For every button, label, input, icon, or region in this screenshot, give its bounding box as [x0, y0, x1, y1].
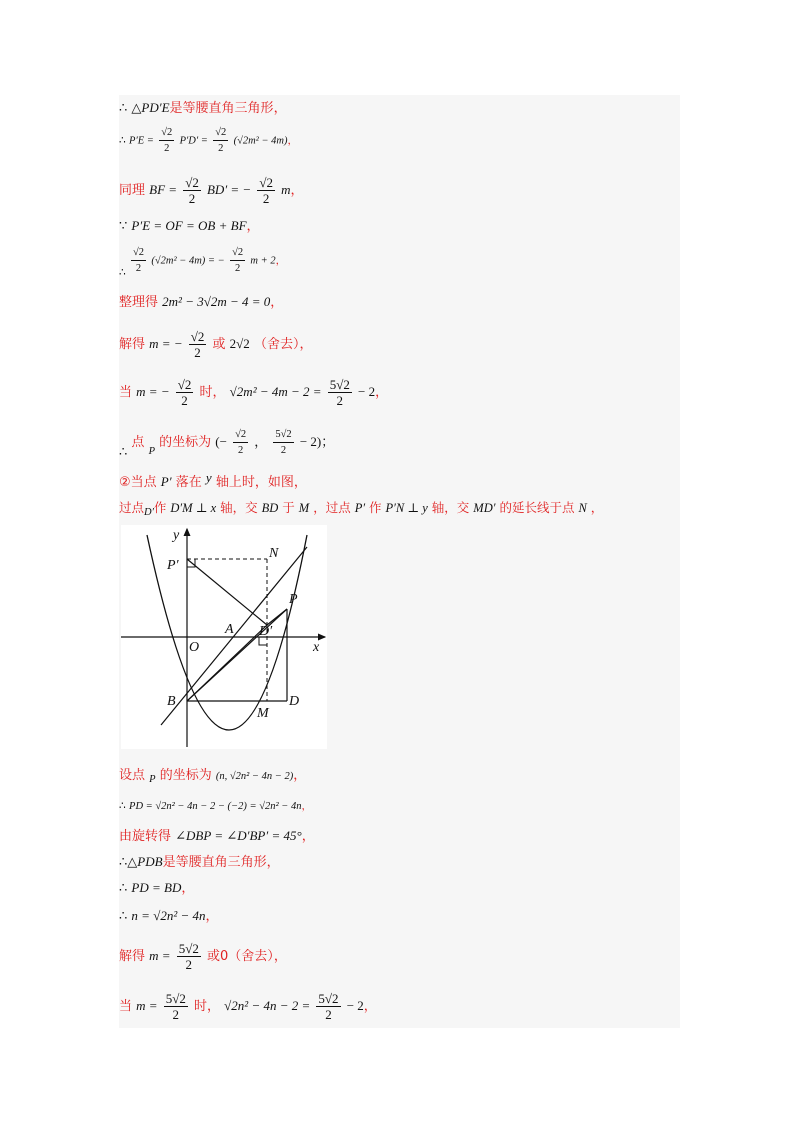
line-4: ∵ P′E = OF = OB + BF， — [119, 218, 260, 234]
line-16: ∴ PD = BD， — [119, 880, 195, 896]
line-7: 解得 m = − $\frac{√2}{2}$ 或 2√2 （舍去）， — [119, 329, 313, 360]
label-o: O — [189, 640, 200, 655]
fraction: $\frac{5√2}{2}$ — [178, 941, 199, 972]
fraction: $\frac{√2}{2}$ — [259, 175, 273, 206]
line-12: 设点 $_P$ 的坐标为 (n, √2n² − 4n − 2)， — [119, 768, 307, 785]
solution-sheet — [119, 95, 680, 1028]
fraction: $\frac{5√2}{2}$ — [329, 377, 350, 408]
label-m: M — [257, 706, 269, 721]
label-n: N — [269, 546, 279, 561]
fraction: $\frac{√2}{2}$ — [161, 127, 173, 154]
fraction: $\frac{5√2}{2}$ — [275, 429, 292, 456]
line-5: ∴ $\frac{√2}{2}$ (√2m² − 4m) = − $\frac{√2}{2}$ m + 2， — [119, 247, 287, 279]
label-d: D — [289, 694, 300, 709]
label-x: x — [313, 640, 320, 655]
fraction: $\frac{5√2}{2}$ — [165, 991, 186, 1022]
line-18: 解得 m = $\frac{5√2}{2}$ 或0（舍去）， — [119, 941, 287, 972]
fraction: $\frac{√2}{2}$ — [133, 247, 145, 274]
parabola-figure — [121, 525, 327, 749]
fraction: $\frac{√2}{2}$ — [232, 247, 244, 274]
label-b: B — [167, 694, 176, 709]
segment-b-p — [187, 609, 287, 701]
fraction: $\frac{5√2}{2}$ — [318, 991, 339, 1022]
line-10: ②当点 P′ 落在 y 轴上时，如图， — [119, 470, 307, 490]
fraction: $\frac{√2}{2}$ — [190, 329, 205, 360]
line-through-b — [161, 547, 307, 725]
line-2: ∴ P′E = $\frac{√2}{2}$ P′D′ = $\frac{√2}{2}$ (√2m² − 4m)， — [119, 127, 298, 154]
label-pprime: P′ — [167, 558, 179, 573]
label-p: P — [289, 592, 298, 607]
label-a: A — [225, 622, 234, 637]
fraction: $\frac{√2}{2}$ — [185, 175, 199, 206]
line-1: ∴ △PD′E是等腰直角三角形， — [119, 100, 287, 116]
line-11: 过点$_{D'}$作 D′M ⊥ x 轴，交 BD 于 M ，过点 P′ 作 P′N ⊥ y 轴，交 MD′ 的延长线于点 N ， — [119, 500, 604, 518]
line-13: ∴ PD = √2n² − 4n − 2 − (−2) = √2n² − 4n， — [119, 800, 312, 812]
fraction: $\frac{√2}{2}$ — [235, 429, 247, 456]
line-8: 当 m = − $\frac{√2}{2}$ 时， √2m² − 4m − 2 = $\frac{5√2}{2}$ − 2， — [119, 377, 389, 408]
line-3: 同理 BF = $\frac{√2}{2}$ BD′ = − $\frac{√2}{2}$ m， — [119, 175, 304, 206]
line-19: 当 m = $\frac{5√2}{2}$ 时， √2n² − 4n − 2 = $\frac{5√2}{2}$ − 2， — [119, 991, 377, 1022]
label-dprime: D′ — [259, 624, 273, 639]
line-14: 由旋转得 ∠DBP = ∠D′BP′ = 45°， — [119, 828, 315, 844]
line-15: ∴△PDB是等腰直角三角形， — [119, 854, 280, 870]
label-y: y — [173, 528, 180, 543]
line-9: ∴ 点 $_P$ 的坐标为 (− $\frac{√2}{2}$ ， $\frac{5√2}{2}$ − 2)； — [119, 429, 335, 459]
fraction: $\frac{√2}{2}$ — [215, 127, 227, 154]
line-17: ∴ n = √2n² − 4n， — [119, 908, 219, 924]
line-6: 整理得 2m² − 3√2m − 4 = 0， — [119, 294, 284, 310]
figure-svg — [121, 525, 327, 749]
segment-pprime-dprime — [187, 559, 267, 625]
fraction: $\frac{√2}{2}$ — [177, 377, 192, 408]
